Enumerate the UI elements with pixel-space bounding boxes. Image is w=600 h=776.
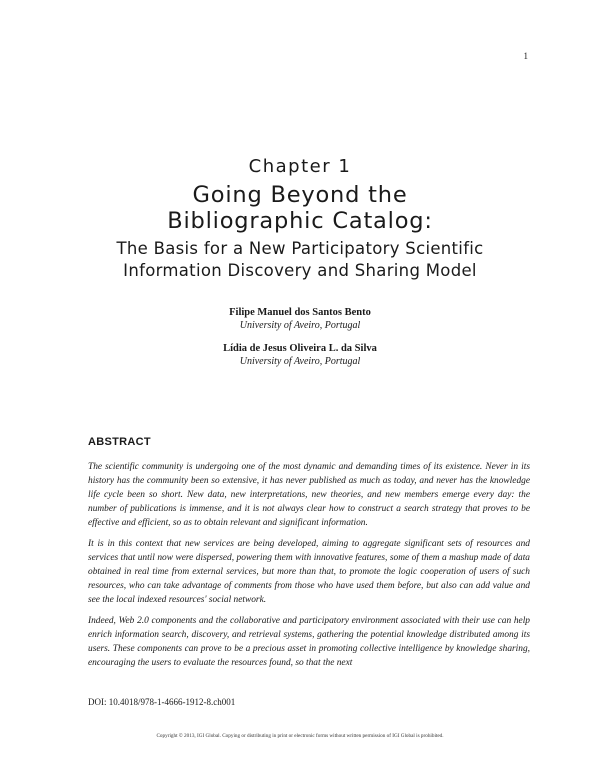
author-affiliation: University of Aveiro, Portugal xyxy=(239,356,361,367)
abstract-paragraph: It is in this context that new services are being developed, aiming to aggregate significant sets of resources and services that until now were dispersed, powering them with innovative features, some of them a mashup made of data obtained in real time from external services, but more than that, to promote the logic cooperation of users of such resources, who can take advantage of comments from those who have used them before, but also can add value and see the local indexed resources' social network. xyxy=(88,539,530,605)
copyright-notice: Copyright © 2013, IGI Global. Copying or distributing in print or electronic forms without written permission of IGI Global is prohibited. xyxy=(156,733,444,739)
chapter-label: Chapter 1 xyxy=(248,156,352,177)
chapter-subtitle-line-2: Information Discovery and Sharing Model xyxy=(123,261,477,280)
author-name: Filipe Manuel dos Santos Bento xyxy=(229,307,371,318)
chapter-title xyxy=(0,182,600,234)
doi-line: DOI: 10.4018/978-1-4666-1912-8.ch001 xyxy=(88,697,236,707)
abstract-paragraph: Indeed, Web 2.0 components and the collaborative and participatory environment associated with their use can help enrich information search, discovery, and retrieval systems, gathering the potential knowledge distributed among its users. These components can prove to be a precious asset in promoting collective intelligence by knowledge sharing, encouraging the users to evaluate the resources found, so that the next xyxy=(88,616,530,668)
author-affiliation: University of Aveiro, Portugal xyxy=(239,320,361,331)
chapter-subtitle xyxy=(0,238,600,282)
chapter-title-line-2: Bibliographic Catalog: xyxy=(167,208,433,234)
author-block-2 xyxy=(0,342,600,368)
abstract-heading: ABSTRACT xyxy=(88,436,151,448)
abstract-body xyxy=(88,460,530,677)
author-name: Lídia de Jesus Oliveira L. da Silva xyxy=(223,343,377,354)
chapter-title-line-1: Going Beyond the xyxy=(192,182,408,208)
chapter-subtitle-line-1: The Basis for a New Participatory Scientific xyxy=(116,239,484,258)
page-number: 1 xyxy=(523,51,528,61)
author-block-1 xyxy=(0,306,600,332)
abstract-paragraph: The scientific community is undergoing one of the most dynamic and demanding times of its existence. Never in its history has the community been so extensive, it has never published as much as today, and never has the knowledge life cycle been so short. New data, new interpretations, new theories, and new members emerge every day: the number of publications is immense, and it is not always clear how to construct a search strategy that proves to be effective and efficient, so as to obtain relevant and significant information. xyxy=(88,462,530,528)
